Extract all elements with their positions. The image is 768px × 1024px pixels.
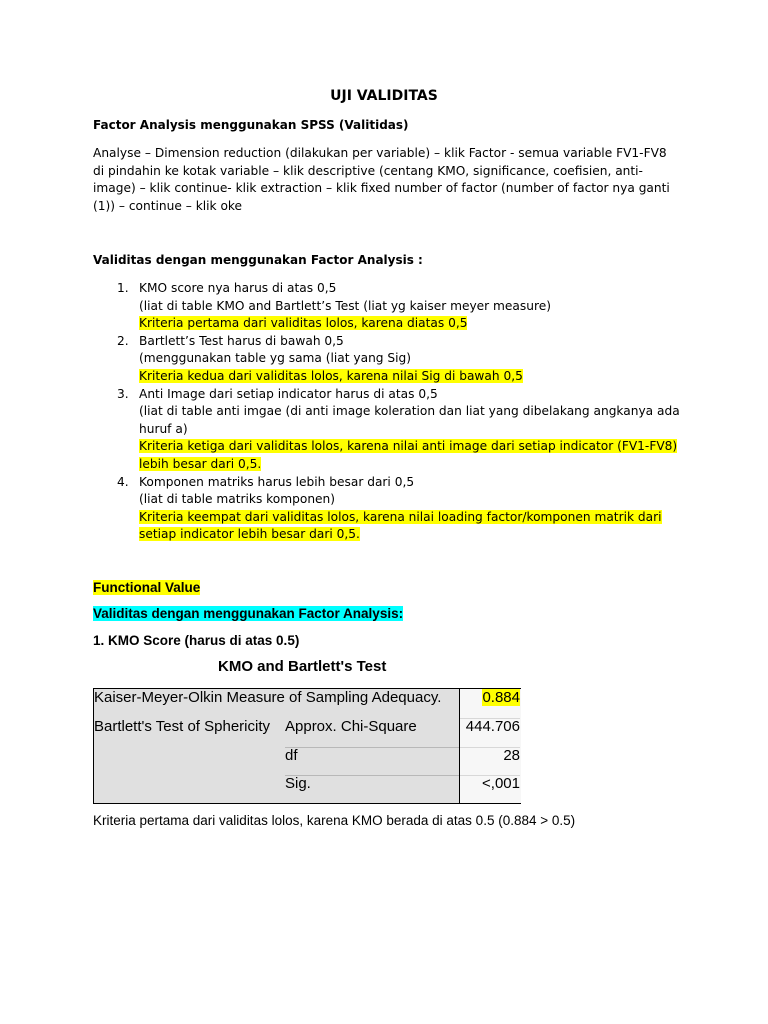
chi-square-value: 444.706: [465, 718, 520, 735]
highlight-text: Kriteria keempat dari validitas lolos, karena nilai loading factor/komponen matrik dari setiap indicator lebih besar dari 0,5.: [139, 509, 662, 542]
highlight-text: Kriteria ketiga dari validitas lolos, karena nilai anti image dari setiap indicator (FV1-FV8) lebih besar dari 0,5.: [139, 439, 678, 471]
df-label: df: [285, 747, 298, 764]
list-item: [93, 474, 683, 544]
df-value: 28: [503, 747, 520, 764]
intro-paragraph: Analyse – Dimension reduction (dilakukan per variable) – klik Factor - semua variable FV1-FV8 di pindahin ke kotak variable – klik descriptive (centang KMO, significance, coefisien, anti-image) – klik continue- klik extraction – klik fixed number of factor (number of factor nya ganti (1)) – continue – klik oke: [93, 146, 670, 213]
item-note: (liat di table anti imgae (di anti image koleration dan liat yang dibelakang angkanya ada huruf a): [139, 404, 680, 436]
kmo-label: Kaiser-Meyer-Olkin Measure of Sampling Adequacy.: [94, 689, 442, 706]
list-item: [93, 333, 683, 386]
list-item: [93, 280, 683, 333]
item-note: (liat di table matriks komponen): [139, 492, 336, 507]
item-note: (liat di table KMO and Bartlett’s Test (liat yg kaiser meyer measure): [139, 298, 551, 313]
bartlett-label: Bartlett's Test of Sphericity: [94, 718, 270, 735]
row-divider: [285, 775, 459, 776]
item-line: Anti Image dari setiap indicator harus di atas 0,5: [139, 386, 438, 401]
kmo-value: 0.884: [482, 689, 520, 706]
sig-value: <,001: [482, 775, 520, 792]
criteria-list: [93, 280, 683, 544]
table-title: KMO and Bartlett's Test: [218, 658, 387, 675]
highlight-text: Kriteria kedua dari validitas lolos, karena nilai Sig di bawah 0,5: [139, 368, 523, 383]
item-line: KMO score nya harus di atas 0,5: [139, 281, 337, 295]
item-number: 4.: [117, 474, 129, 489]
functional-value-heading: Functional Value: [93, 580, 201, 595]
validitas-heading-2: Validitas dengan menggunakan Factor Analysis:: [93, 606, 404, 621]
conclusion-text: Kriteria pertama dari validitas lolos, karena KMO berada di atas 0.5 (0.884 > 0.5): [93, 813, 576, 828]
item-note: (menggunakan table yg sama (liat yang Sig): [139, 351, 412, 366]
chi-square-label: Approx. Chi-Square: [285, 718, 417, 735]
validitas-heading: Validitas dengan menggunakan Factor Analysis :: [93, 253, 423, 267]
subtitle: Factor Analysis menggunakan SPSS (Valitidas): [93, 118, 409, 132]
item-line: Bartlett’s Test harus di bawah 0,5: [139, 333, 344, 348]
page-title: UJI VALIDITAS: [330, 88, 438, 104]
sig-label: Sig.: [285, 775, 311, 792]
item-number: 1.: [117, 281, 129, 295]
item-number: 3.: [117, 386, 129, 401]
kmo-bartlett-table: [93, 688, 521, 804]
item-line: Komponen matriks harus lebih besar dari 0,5: [139, 474, 415, 489]
item-number: 2.: [117, 333, 129, 348]
kmo-score-heading: 1. KMO Score (harus di atas 0.5): [93, 633, 300, 648]
list-item: [93, 386, 683, 474]
highlight-text: Kriteria pertama dari validitas lolos, karena diatas 0,5: [139, 316, 468, 331]
row-divider: [285, 747, 459, 748]
